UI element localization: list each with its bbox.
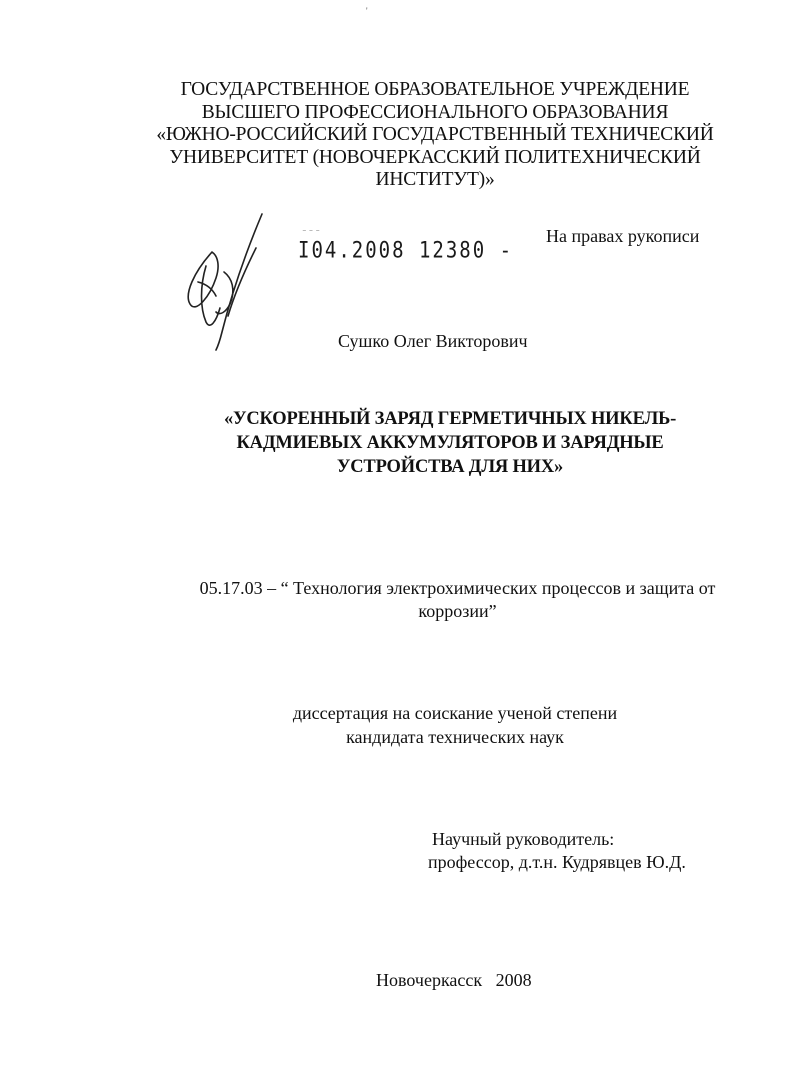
archive-stamp-number <box>298 238 513 263</box>
author-name: Сушко Олег Викторович <box>338 331 528 351</box>
institution-line-5: ИНСТИТУТ)» <box>375 169 495 190</box>
manuscript-rights-note: На правах рукописи <box>546 226 700 246</box>
handwritten-signature <box>176 212 272 352</box>
institution-line-3: «ЮЖНО-РОССИЙСКИЙ ГОСУДАРСТВЕННЫЙ ТЕХНИЧЕСКИЙ <box>156 124 714 145</box>
title-line-1: «УСКОРЕННЫЙ ЗАРЯД ГЕРМЕТИЧНЫХ НИКЕЛЬ- <box>223 409 677 429</box>
specialty-code <box>180 577 735 623</box>
city-year: Новочеркасск 2008 <box>376 970 532 990</box>
institution-line-2: ВЫСШЕГО ПРОФЕССИОНАЛЬНОГО ОБРАЗОВАНИЯ <box>201 101 669 123</box>
supervisor-name: профессор, д.т.н. Кудрявцев Ю.Д. <box>428 852 686 872</box>
scan-speck: ' <box>366 6 368 16</box>
title-line-3: УСТРОЙСТВА ДЛЯ НИХ» <box>336 457 564 477</box>
institution-line-4: УНИВЕРСИТЕТ (НОВОЧЕРКАССКИЙ ПОЛИТЕХНИЧЕСКИЙ <box>169 146 701 168</box>
degree-statement <box>250 701 660 749</box>
stamp-prefix: I <box>298 238 312 264</box>
institution-header <box>120 79 750 192</box>
specialty-line-1: 05.17.03 – “ Технология электрохимических процессов и защита от <box>199 578 716 598</box>
supervisor-label: Научный руководитель: <box>432 829 615 849</box>
specialty-line-2: коррозии” <box>418 601 497 621</box>
institution-line-1: ГОСУДАРСТВЕННОЕ ОБРАЗОВАТЕЛЬНОЕ УЧРЕЖДЕНИЕ <box>180 79 690 100</box>
stamp-number: 04.2008 12380 - <box>311 238 514 264</box>
degree-line-1: диссертация на соискание ученой степени <box>292 703 618 723</box>
title-line-2: КАДМИЕВЫХ АККУМУЛЯТОРОВ И ЗАРЯДНЫЕ <box>236 433 664 453</box>
stamp-mark: ‾ ‾ ‾ <box>303 230 320 239</box>
dissertation-title <box>200 407 700 479</box>
degree-line-2: кандидата технических наук <box>346 727 564 747</box>
supervisor-block <box>428 828 686 874</box>
